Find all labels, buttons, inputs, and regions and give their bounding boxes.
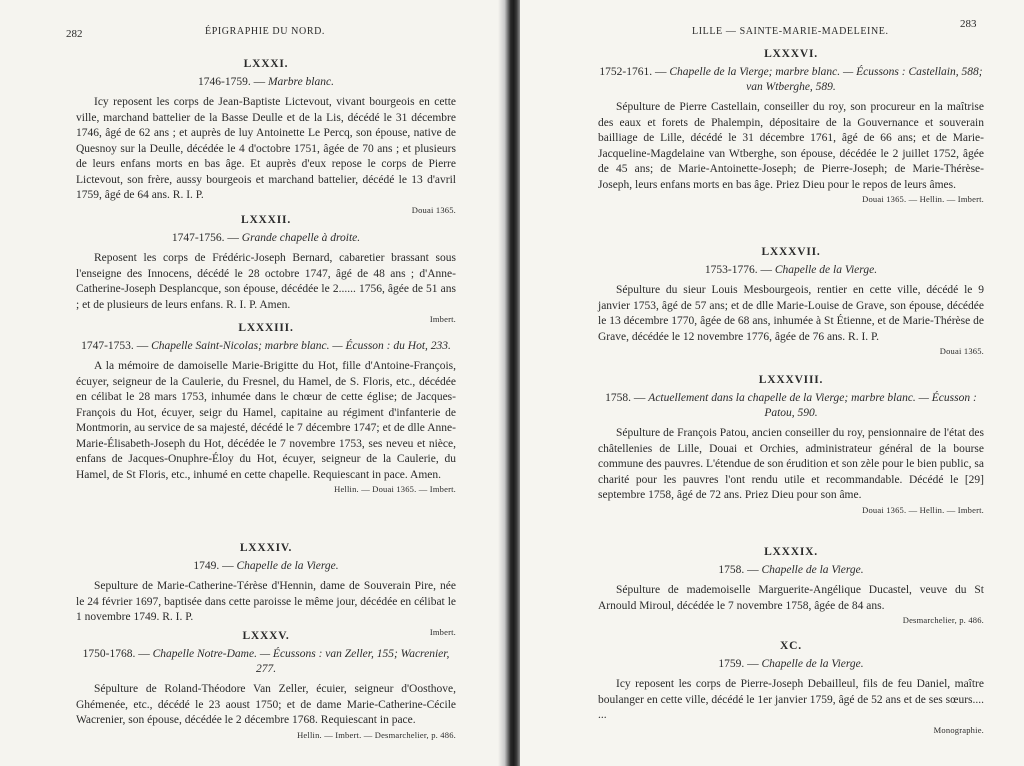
entry-source: Imbert.: [429, 626, 456, 637]
entry-dates: 1750-1768.: [82, 648, 136, 660]
entry-dates: 1759.: [718, 658, 745, 670]
entry-source: Hellin. — Imbert. — Desmarchelier, p. 486.: [297, 729, 456, 740]
entry-location: Actuellement dans la chapelle de la Vierge; marbre blanc. — Écusson : Patou, 590.: [648, 392, 977, 419]
entry-number: LXXXIX.: [764, 546, 818, 558]
entry-text: A la mémoire de damoiselle Marie-Brigitte du Hot, fille d'Antoine-François, écuyer, seigneur de la Caulerie, du Fresnel, du Hamel, de S. Floris, etc., décédée en célibat le 28 mars 1753, inhumée dans le chœur de cette église; de Jacques-François du Hot, écuyer, seigr du Hamel, capitaine au régiment d'infanterie de Montmorin, au service de sa majesté, décédé le 7 décembre 1747; et de dlle Anne-Marie-Élisabeth-Joseph du Hot, décédée le 7 novembre 1753, ses neveu et nièce, enfans de Jacques-Onuphre-Éloy du Hot, écuyer, seigneur de la Caulerie, du Hamel, de St Floris, etc., inhumé en cette chapelle. Requiescant in pace. Amen.: [76, 360, 456, 481]
entry-heading: 1758. — Actuellement dans la chapelle de la Vierge; marbre blanc. — Écusson : Patou, 590.: [605, 392, 977, 419]
entry-source: Douai 1365. — Hellin. — Imbert.: [862, 194, 984, 204]
entry-lxxxvi: [598, 48, 984, 204]
entry-dates: 1753-1776.: [704, 264, 758, 276]
entry-number: LXXXVI.: [764, 48, 818, 60]
entry-dates: 1758.: [718, 564, 745, 576]
entry-location: Chapelle de la Vierge.: [236, 560, 339, 572]
entry-location: Chapelle de la Vierge.: [774, 264, 878, 276]
left-page: [0, 0, 505, 766]
entry-location: Chapelle de la Vierge.: [761, 658, 864, 670]
entry-dates: 1749.: [193, 560, 220, 572]
entry-source: Hellin. — Douai 1365. — Imbert.: [334, 484, 456, 494]
entry-location: Grande chapelle à droite.: [241, 232, 361, 244]
entry-location: Chapelle de la Vierge; marbre blanc. — Écussons : Castellain, 588; van Wtberghe, 589.: [669, 66, 983, 93]
entry-location: Chapelle Saint-Nicolas; marbre blanc. — Écusson : du Hot, 233.: [151, 340, 451, 352]
entry-lxxxii: [76, 214, 456, 324]
entry-dates: 1746-1759.: [198, 76, 251, 88]
entry-source: Desmarchelier, p. 486.: [902, 615, 984, 625]
entry-source: Douai 1365.: [939, 346, 984, 356]
entry-heading: 1747-1753. — Chapelle Saint-Nicolas; marbre blanc. — Écusson : du Hot, 233.: [81, 340, 451, 352]
entry-dates: 1752-1761.: [599, 66, 653, 78]
entry-heading: 1747-1756. — Grande chapelle à droite.: [171, 232, 361, 244]
entry-text: Icy reposent les corps de Jean-Baptiste Lictevout, vivant bourgeois en cette ville, marchand battelier de la Basse Deulle et de la Lis, décédé le 31 décembre 1746, âgé de 62 ans ; et auprès de luy Antoinette Le Percq, son épouse, native de Quesnoy sur la Deulle, décédée le 4 d'octobre 1751, âgée de 70 ans ; et plusieurs de leurs enfans morts en bas âge. Et auprès d'eux repose le corps de Pierre Lictevout, son frère, aussy bourgeois et marchand battelier, décédé le 13 d'avril 1759, âgé de 64 ans. R. I. P.: [76, 96, 456, 201]
entry-dates: 1758.: [605, 392, 632, 404]
entry-text: Sépulture de mademoiselle Marguerite-Angélique Ducastel, veuve du St Arnould Miroul, décédée le 7 novembre 1758, âgée de 84 ans.: [598, 584, 984, 612]
entry-xc: [598, 640, 984, 735]
running-head-right: LILLE — SAINTE-MARIE-MADELEINE.: [692, 26, 889, 37]
entry-heading: 1753-1776. — Chapelle de la Vierge.: [704, 264, 878, 276]
page-number-right: 283: [960, 18, 977, 30]
entry-number: LXXXV.: [242, 630, 290, 642]
entry-number: XC.: [780, 640, 802, 652]
entry-heading: 1749. — Chapelle de la Vierge.: [193, 560, 339, 572]
entry-text: Sépulture de François Patou, ancien conseiller du roy, pensionnaire de l'état des châtellenies de Lille, Douai et Orchies, administrateur général de la bourse commune des pauvres. L'étendue de son érudition et son zèle pour le bien public, sa charité pour les pauvres l'ont rendu utile et recommandable. Décédé le [29] septembre 1758, âgé de 72 ans. Priez Dieu pour son âme.: [598, 427, 984, 501]
entry-lxxxv: [76, 630, 456, 740]
entry-lxxxiv: [76, 542, 456, 637]
entry-source: Douai 1365.: [411, 204, 456, 215]
entry-lxxxi: [76, 58, 456, 215]
entry-number: LXXXVIII.: [758, 374, 824, 386]
page-number-left: 282: [66, 28, 83, 40]
entry-number: LXXXIII.: [238, 322, 294, 334]
entry-text: Reposent les corps de Frédéric-Joseph Bernard, cabaretier brassant sous l'enseigne des Innocens, décédé le 28 octobre 1747, âgé de 48 ans ; d'Anne-Catherine-Joseph Desplancque, son épouse, décédée le 2...... 1756, âgée de 51 ans ; et de plusieurs de leurs enfans. R. I. P. Amen.: [76, 252, 456, 311]
entry-location: Marbre blanc.: [267, 76, 334, 88]
entry-text: Sépulture de Roland-Théodore Van Zeller, écuier, seigneur d'Oosthove, Ghémenée, etc., décédé le 23 aoust 1750; et de dame Marie-Catherine-Cécile Wacrenier, son épouse, décédée le 2 décembre 1768. Requiescant in pace.: [76, 683, 456, 726]
entry-lxxxiii: [76, 322, 456, 494]
entry-text: Sépulture de Pierre Castellain, conseiller du roy, son procureur en la maîtrise des eaux et forets de Phalempin, dépositaire de la Gouvernance et souverain bailliage de Lille, décédé le 31 décembre 1761, âgé de 66 ans; et de Marie-Jacqueline-Magdelaine van Wtberghe, son épouse, décédée le 2 juillet 1752, âgée de 45 ans; de Marie-Antoinette-Joseph; de Pierre-Joseph; de Marie-Thérèse-Joseph, leurs enfans morts en bas âge. Priez Dieu pour le repos de leurs âmes.: [598, 101, 984, 191]
entry-dates: 1747-1753.: [81, 340, 134, 352]
entry-lxxxviii: [598, 374, 984, 515]
entry-location: Chapelle de la Vierge.: [761, 564, 864, 576]
entry-lxxxix: [598, 546, 984, 625]
entry-text: Sepulture de Marie-Catherine-Térèse d'Hennin, dame de Souverain Pire, née le 24 février 1697, baptisée dans cette paroisse le même jour, décédée en célibat le 1 novembre 1749. R. I. P.: [76, 580, 456, 623]
entry-text: Sépulture du sieur Louis Mesbourgeois, rentier en cette ville, décédé le 9 janvier 1753, âgé de 57 ans; et de dlle Marie-Louise de Grave, son épouse, décédée le 13 décembre 1770, âgée de 68 ans, inhumée à St Étienne, et de Marie-Thérèse de Grave, décédée le 12 novembre 1776, âgée de 76 ans. R. I. P.: [598, 284, 984, 343]
entry-number: LXXXI.: [243, 58, 289, 70]
running-head-left: ÉPIGRAPHIE DU NORD.: [205, 26, 326, 37]
entry-heading: 1758. — Chapelle de la Vierge.: [718, 564, 864, 576]
entry-heading: 1759. — Chapelle de la Vierge.: [718, 658, 864, 670]
entry-number: LXXXIV.: [239, 542, 293, 554]
entry-heading: 1750-1768. — Chapelle Notre-Dame. — Écussons : van Zeller, 155; Wacrenier, 277.: [82, 648, 450, 675]
entry-source: Douai 1365. — Hellin. — Imbert.: [862, 504, 984, 515]
entry-number: LXXXVII.: [761, 246, 821, 258]
entry-lxxxvii: [598, 246, 984, 356]
entry-text: Icy reposent les corps de Pierre-Joseph Debailleul, fils de feu Daniel, maître boulanger en cette ville, décédé le 1er janvier 1759, âgé de 52 ans et de ses sœurs.... ...: [598, 678, 984, 721]
entry-source: Imbert.: [429, 314, 456, 324]
entry-dates: 1747-1756.: [171, 232, 225, 244]
entry-number: LXXXII.: [240, 214, 291, 226]
entry-heading: 1752-1761. — Chapelle de la Vierge; marbre blanc. — Écussons : Castellain, 588; van Wtberghe, 589.: [599, 66, 983, 93]
entry-heading: 1746-1759. — Marbre blanc.: [198, 76, 334, 88]
entry-location: Chapelle Notre-Dame. — Écussons : van Zeller, 155; Wacrenier, 277.: [152, 648, 450, 675]
entry-source: Monographie.: [933, 724, 984, 735]
right-page: [520, 0, 1024, 766]
